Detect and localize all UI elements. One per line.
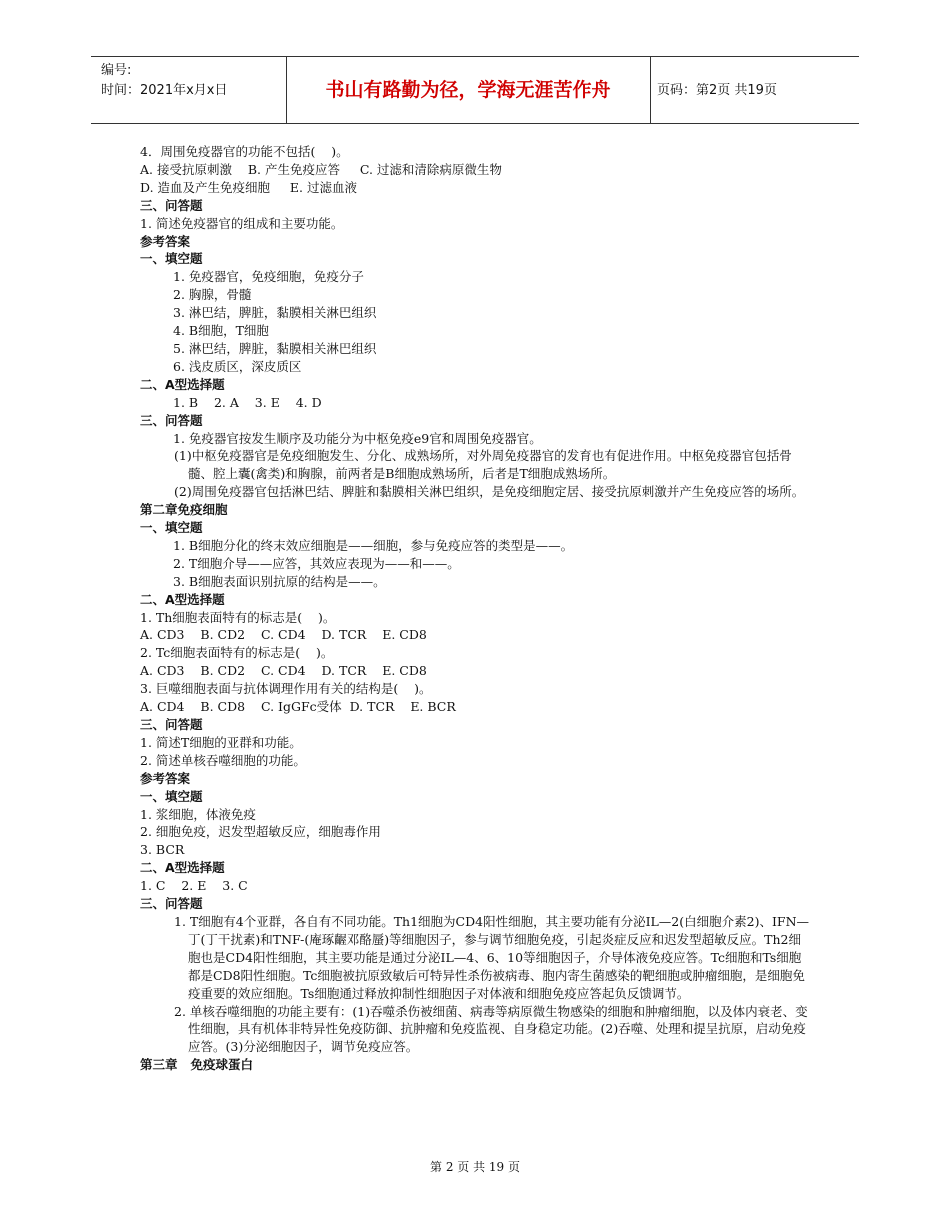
- text-line: D. 造血及产生免疫细胞 E. 过滤血液: [140, 179, 357, 195]
- text-line: 3. 淋巴结，脾脏，黏膜相关淋巴组织: [173, 305, 377, 321]
- header-motto: 书山有路勤为径，学海无涯苦作舟: [325, 79, 611, 101]
- section-heading: 三、问答题: [140, 717, 203, 732]
- text-line: 3. BCR: [140, 842, 185, 858]
- section-heading: 二、A型选择题: [140, 591, 225, 607]
- text-line: 1. C 2. E 3. C: [140, 878, 248, 894]
- page-header: [91, 56, 859, 124]
- section-heading: 一、填空题: [140, 520, 203, 536]
- text-line: 6. 浅皮质区，深皮质区: [173, 358, 302, 374]
- text-line: 2. 细胞免疫，迟发型超敏反应，细胞毒作用: [140, 824, 381, 840]
- section-heading: 参考答案: [140, 233, 191, 249]
- text-line: 1. T细胞有4个亚群，各自有不同功能。Th1细胞为CD4阳性细胞，其主要功能有分泌IL—2(白细胞介素2)、IFN—丁(丁干扰素)和TNF-(庵琢齷邓酪蜃)等细胞因子，参与调节细胞免疫，引起炎症反应和迟发型超敏反应。Th2细胞也是CD4阳性细胞，其主要功能是通过分泌IL—4、6、10等细胞因子，介导体液免疫应答。Tc细胞和Ts细胞都是CD8阳性细胞。Tc细胞被抗原致敏后可特异性杀伤被病毒、胞内寄生菌感染的靶细胞或肿瘤细胞，是细胞免疫重要的效应细胞。Ts细胞通过释放抑制性细胞因子对体液和细胞免疫应答起负反馈调节。: [174, 913, 810, 1001]
- text-line: A. CD4 B. CD8 C. IgGFc受体 D. TCR E. BCR: [140, 699, 456, 715]
- text-line: 4. B细胞，T细胞: [173, 323, 269, 339]
- text-line: 2. 简述单核吞噬细胞的功能。: [140, 752, 306, 768]
- text-line: 1. Th细胞表面特有的标志是( )。: [140, 609, 336, 625]
- section-heading: 第三章 免疫球蛋白: [140, 1057, 254, 1073]
- header-meta: [101, 61, 227, 101]
- text-line: 2. T细胞介导——应答，其效应表现为——和——。: [173, 555, 460, 571]
- text-line: 2. 单核吞噬细胞的功能主要有：(1)吞噬杀伤被细菌、病毒等病原微生物感染的细胞和肿瘤细胞，以及体内衰老、变性细胞，具有机体非特异性免疫防御、抗肿瘤和免疫监视、自身稳定功能。(2)吞噬、处理和提呈抗原，启动免疫应答。(3)分泌细胞因子，调节免疫应答。: [174, 1003, 808, 1055]
- text-line: A. 接受抗原刺激 B. 产生免疫应答 C. 过滤和清除病原微生物: [140, 161, 502, 177]
- section-heading: 三、问答题: [140, 896, 203, 912]
- text-line: 2. 胸腺，骨髓: [173, 287, 252, 303]
- text-line: 4．周围免疫器官的功能不包括( )。: [140, 144, 349, 159]
- section-heading: 三、问答题: [140, 197, 203, 213]
- text-line: 5. 淋巴结，脾脏，黏膜相关淋巴组织: [173, 340, 377, 356]
- text-line: 2. Tc细胞表面特有的标志是( )。: [140, 645, 334, 661]
- text-line: 1. B细胞分化的终末效应细胞是——细胞，参与免疫应答的类型是——。: [173, 537, 574, 553]
- text-line: A. CD3 B. CD2 C. CD4 D. TCR E. CD8: [140, 627, 427, 643]
- section-heading: 二、A型选择题: [140, 860, 225, 876]
- section-heading: 三、问答题: [140, 412, 203, 428]
- text-line: A. CD3 B. CD2 C. CD4 D. TCR E. CD8: [140, 663, 427, 679]
- text-line: 1. 免疫器官按发生顺序及功能分为中枢免疫e9官和周围免疫器官。: [173, 430, 542, 446]
- text-line: 1. 简述免疫器官的组成和主要功能。: [140, 215, 344, 231]
- text-line: 1. 简述T细胞的亚群和功能。: [140, 734, 302, 750]
- text-line: 3. 巨噬细胞表面与抗体调理作用有关的结构是( )。: [140, 681, 432, 697]
- text-line: (2)周围免疫器官包括淋巴结、脾脏和黏膜相关淋巴组织，是免疫细胞定居、接受抗原刺激并产生免疫应答的场所。: [174, 484, 805, 500]
- serial-label: 编号:: [101, 63, 132, 78]
- section-heading: 参考答案: [140, 770, 191, 786]
- text-line: 1. 免疫器官，免疫细胞，免疫分子: [173, 269, 364, 285]
- header-divider: [650, 57, 651, 123]
- text-line: 3. B细胞表面识别抗原的结构是——。: [173, 573, 386, 589]
- section-heading: 一、填空题: [140, 251, 203, 267]
- page-footer: 第 2 页 共 19 页: [430, 1160, 520, 1174]
- section-heading: 二、A型选择题: [140, 376, 225, 392]
- document-body: [140, 143, 812, 1074]
- section-heading: 第二章免疫细胞: [140, 502, 228, 518]
- header-page-info: 页码：第2页 共19页: [657, 83, 777, 98]
- section-heading: 一、填空题: [140, 788, 203, 804]
- text-line: 1. B 2. A 3. E 4. D: [173, 394, 322, 410]
- time-label: 时间：2021年x月x日: [101, 83, 228, 98]
- text-line: 1. 浆细胞，体液免疫: [140, 806, 256, 822]
- text-line: (1)中枢免疫器官是免疫细胞发生、分化、成熟场所，对外周免疫器官的发育也有促进作用。中枢免疫器官包括骨髓、腔上囊(禽类)和胸腺，前两者是B细胞成熟场所，后者是T细胞成熟场所。: [174, 448, 792, 482]
